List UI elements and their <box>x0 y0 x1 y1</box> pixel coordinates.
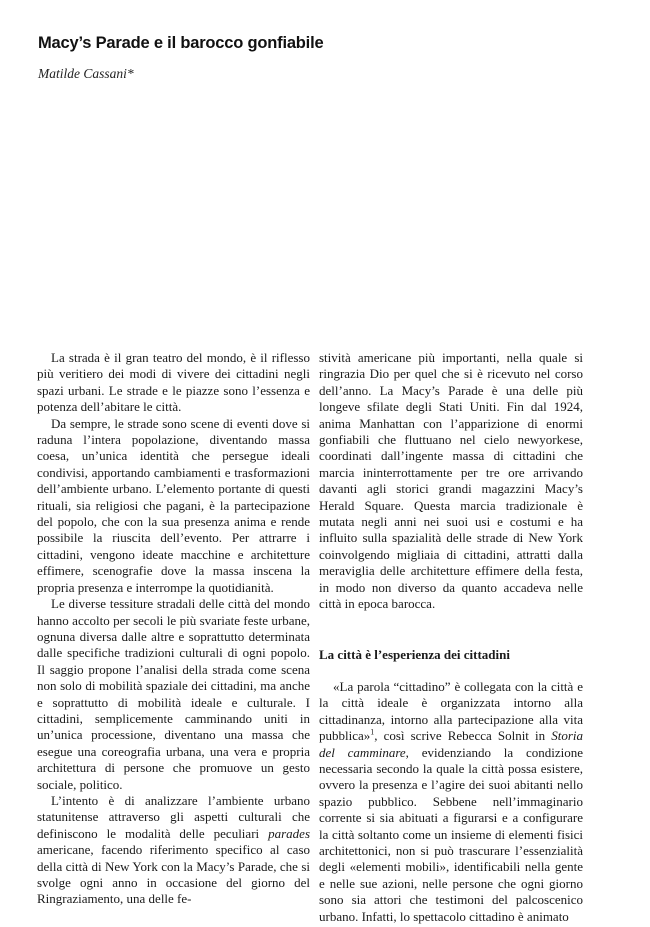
article-author: Matilde Cassani* <box>38 66 134 81</box>
text-span: L’intento è di analizzare l’ambiente urbano statunitense attraverso gli aspetti culturali che definiscono le modalità delle peculiari <box>37 792 310 841</box>
italic-term: parades <box>268 825 310 841</box>
text-span: , evidenziando la condizione necessaria secondo la quale la città possa esistere, ovvero la presenza e l’agire dei suoi abitanti nello spazio pubblico. Sebbene nell’immaginario corrente si sia abituati a figurarsi e a configurare la città soltanto come un insieme di elementi fisici architettonici, non si può trascurare l’essenzialità degli «elementi mobili», identificabili nella gente e nelle sue azioni, nelle persone che ogni giorno sono sia attori che testimoni del palcoscenico urbano. Infatti, lo spettacolo cittadino è animato <box>319 744 583 924</box>
paragraph: Da sempre, le strade sono scene di eventi dove si raduna l’intera popolazione, diventando massa coesa, un’unica identità che persegue ideali condivisi, apportando cambiamenti e trasformazioni dell’ambiente urbano. L’elemento portante di questi rituali, sia religiosi che pagani, è la partecipazione del popolo, che con la sua presenza anima e rende possibile la riuscita dell’evento. Per attrarre i cittadini, vengono ideate macchine e architetture effimere, scenografie dove la massa inscena la propria presenza e interrompe la quotidianità. <box>37 415 310 595</box>
article-title: Macy’s Parade e il barocco gonfiabile <box>38 34 324 52</box>
paragraph <box>319 679 583 925</box>
paragraph: Le diverse tessiture stradali delle città del mondo hanno accolto per secoli le più svariate feste urbane, ognuna diversa dalle altre e soprattutto determinata dalle specifiche tradizioni culturali di ogni popolo. Il saggio propone l’analisi della strada come scena non solo di mobilità spaziale dei cittadini, ma anche e soprattutto di mobilità ideale e culturale. I cittadini, semplicemente camminando uniti in un’unica processione, diventano una massa che esegue una coreografia urbana, una vera e propria architettura di persone che promuove un gesto sociale, politico. <box>37 596 310 792</box>
paragraph: La strada è il gran teatro del mondo, è il riflesso più veritiero dei modi di vivere dei cittadini negli spazi urbani. Le strade e le piazze sono l’essenza e potenza dell’abitare le città. <box>37 350 310 415</box>
text-span: americane, facendo riferimento specifico al caso della città di New York con la Macy’s Parade, che si svolge ogni anno in occasione del giorno del Ringraziamento, una delle fe- <box>37 842 310 907</box>
paragraph-continued: stività americane più importanti, nella quale si ringrazia Dio per quel che si è ricevuto nel corso dell’anno. La Macy’s Parade è una delle più longeve sfilate degli Stati Uniti. Fin dal 1924, anima Manhattan con l’apparizione di enormi gonfiabili che fluttuano nel cielo newyorkese, coordinati dall’ingente massa di cittadini che marcia ininterrottamente per tre ore arrivando davanti agli storici grandi magazzini Macy’s Herald Square. Questa marcia tradizionale è mutata negli anni nei suoi usi e costumi e ha influito sulla spazialità delle strade di New York coinvolgendo migliaia di cittadini, attratti dalla meraviglia delle architetture effimere della festa, in modo non diverso da quanto accadeva nelle città in epoca barocca. <box>319 350 583 612</box>
left-column <box>37 350 310 908</box>
right-column <box>319 350 583 925</box>
quote-text: «La parola “cittadino” è collegata con la città e la città ideale è organizzata intorno alla cittadinanza, intorno alla partecipazione alla vita pubblica» <box>319 678 583 744</box>
text-span: , così scrive Rebecca Solnit in <box>374 728 552 744</box>
book-title: Storia del camminare <box>319 728 583 760</box>
footnote-marker[interactable]: 1 <box>370 727 375 737</box>
paragraph <box>37 793 310 908</box>
section-heading: La città è l’esperienza dei cittadini <box>319 646 510 662</box>
